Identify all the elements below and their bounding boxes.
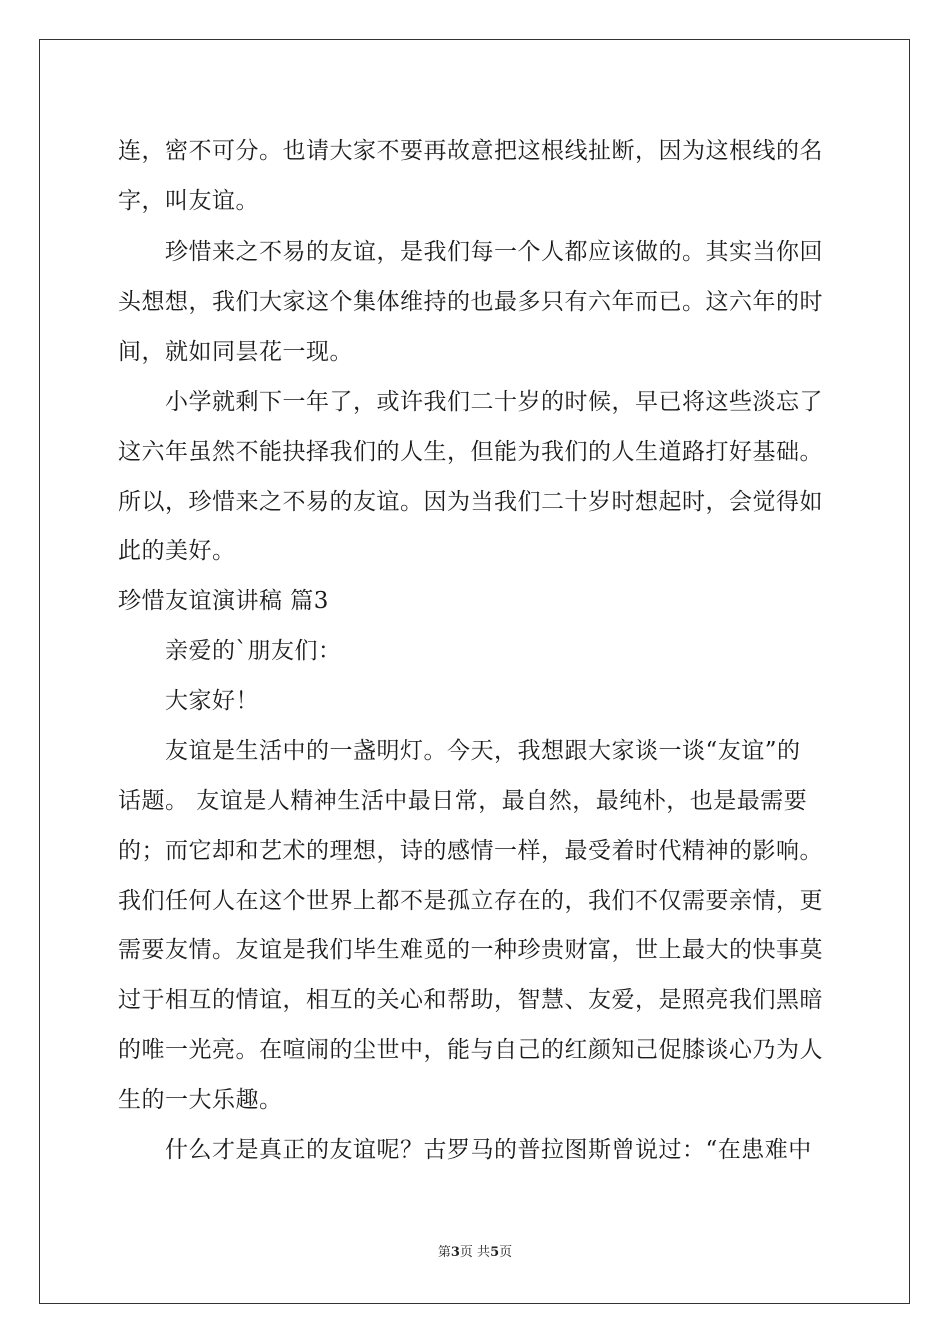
- footer-suffix: 页: [499, 1245, 513, 1260]
- paragraph-line: 这六年虽然不能抉择我们的人生，但能为我们的人生道路打好基础。: [118, 439, 823, 465]
- paragraph-line: 珍惜来之不易的友谊，是我们每一个人都应该做的。其实当你回: [165, 239, 823, 265]
- paragraph-line: 的；而它却和艺术的理想，诗的感情一样，最受着时代精神的影响。: [118, 838, 823, 864]
- paragraph-line: 什么才是真正的友谊呢？古罗马的普拉图斯曾说过：“在患难中: [165, 1137, 812, 1163]
- paragraph-line: 此的美好。: [118, 538, 236, 564]
- salutation: 亲爱的`朋友们：: [165, 638, 342, 664]
- footer-prefix: 第: [437, 1245, 451, 1260]
- page-footer: [0, 1245, 950, 1261]
- paragraph-line: 生的一大乐趣。: [118, 1087, 283, 1113]
- paragraph-line: 字，叫友谊。: [118, 188, 259, 214]
- paragraph-line: 的唯一光亮。在喧闹的尘世中，能与自己的红颜知己促膝谈心乃为人: [118, 1037, 823, 1063]
- section-heading: 珍惜友谊演讲稿 篇3: [118, 588, 329, 614]
- paragraph-line: 连，密不可分。也请大家不要再故意把这根线扯断，因为这根线的名: [118, 138, 823, 164]
- paragraph-line: 头想想，我们大家这个集体维持的也最多只有六年而已。这六年的时: [118, 289, 823, 315]
- paragraph-line: 间，就如同昙花一现。: [118, 339, 353, 365]
- paragraph-line: 小学就剩下一年了，或许我们二十岁的时候，早已将这些淡忘了: [165, 389, 823, 415]
- paragraph-line: 友谊是生活中的一盏明灯。今天，我想跟大家谈一谈“友谊”的: [165, 738, 801, 764]
- paragraph-line: 话题。 友谊是人精神生活中最日常，最自然，最纯朴，也是最需要: [118, 788, 808, 814]
- greeting: 大家好！: [165, 688, 259, 714]
- current-page-number: 3: [450, 1245, 460, 1260]
- footer-middle: 页 共: [459, 1245, 491, 1260]
- paragraph-line: 所以，珍惜来之不易的友谊。因为当我们二十岁时想起时，会觉得如: [118, 489, 823, 515]
- paragraph-line: 过于相互的情谊，相互的关心和帮助，智慧、友爱，是照亮我们黑暗: [118, 987, 823, 1013]
- paragraph-line: 需要友情。友谊是我们毕生难觅的一种珍贵财富，世上最大的快事莫: [118, 937, 823, 963]
- total-page-count: 5: [490, 1245, 500, 1260]
- paragraph-line: 我们任何人在这个世界上都不是孤立存在的，我们不仅需要亲情，更: [118, 888, 823, 914]
